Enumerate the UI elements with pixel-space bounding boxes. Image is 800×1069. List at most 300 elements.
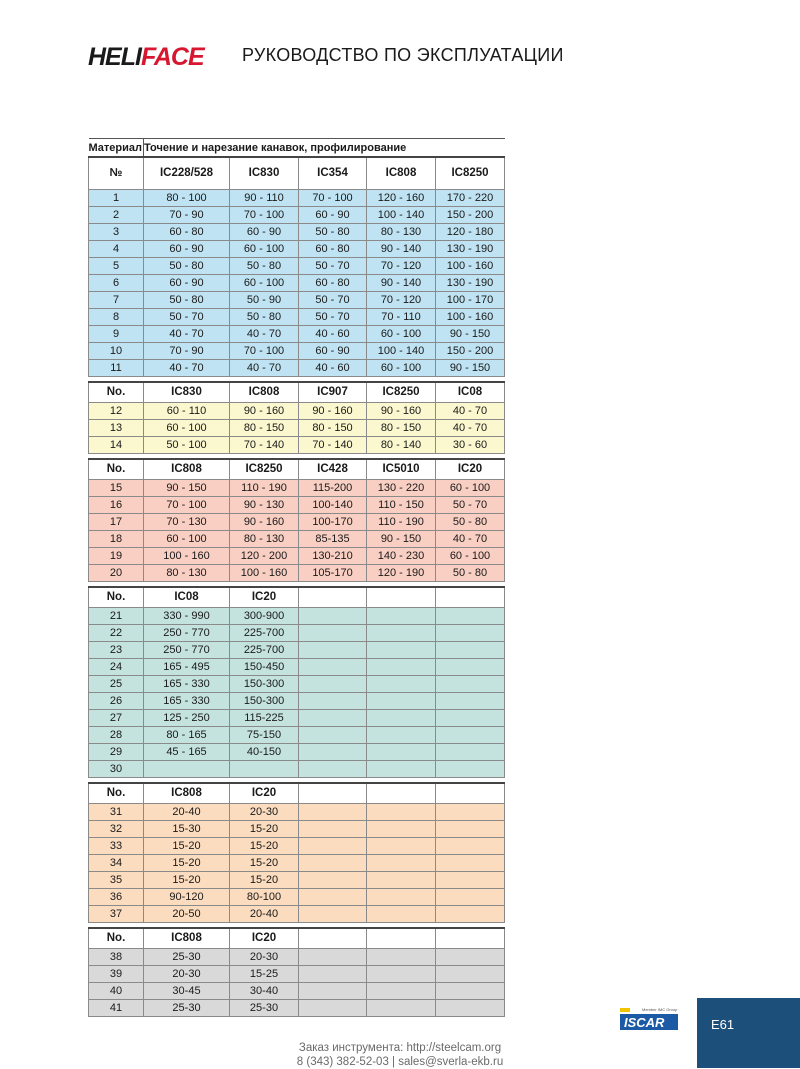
speed-range-cell: 120 - 190 — [367, 565, 436, 582]
material-number-cell: 29 — [89, 744, 144, 761]
speed-range-cell: 250 - 770 — [144, 625, 230, 642]
speed-range-cell: 20-50 — [144, 906, 230, 923]
speed-range-cell: 70 - 100 — [230, 343, 299, 360]
speed-range-cell: 50 - 100 — [144, 437, 230, 454]
table-row — [89, 676, 505, 693]
material-number-cell: 19 — [89, 548, 144, 565]
logo-part-face: FACE — [140, 42, 204, 71]
table-row — [89, 207, 505, 224]
column-header-grade: IC228/528 — [144, 157, 230, 190]
material-number-cell: 23 — [89, 642, 144, 659]
speed-range-cell — [299, 949, 367, 966]
table-row — [89, 804, 505, 821]
speed-range-cell — [436, 1000, 505, 1017]
column-header-grade — [367, 783, 436, 804]
section-header-row — [89, 928, 505, 949]
speed-range-cell: 150 - 200 — [436, 207, 505, 224]
material-number-cell: 37 — [89, 906, 144, 923]
speed-range-cell — [436, 710, 505, 727]
speed-range-cell: 165 - 495 — [144, 659, 230, 676]
speed-range-cell: 30-40 — [230, 983, 299, 1000]
column-header-grade: IC830 — [230, 157, 299, 190]
speed-range-cell — [367, 906, 436, 923]
speed-range-cell: 70 - 90 — [144, 343, 230, 360]
speed-range-cell: 80 - 130 — [144, 565, 230, 582]
material-number-cell: 27 — [89, 710, 144, 727]
table-row — [89, 642, 505, 659]
table-row — [89, 744, 505, 761]
speed-range-cell — [144, 761, 230, 778]
table-row — [89, 710, 505, 727]
speed-range-cell: 250 - 770 — [144, 642, 230, 659]
table-row — [89, 531, 505, 548]
speed-range-cell: 330 - 990 — [144, 608, 230, 625]
speed-range-cell — [367, 642, 436, 659]
speed-range-cell: 40 - 70 — [230, 360, 299, 377]
speed-range-cell: 50 - 80 — [230, 258, 299, 275]
material-number-cell: 12 — [89, 403, 144, 420]
material-number-cell: 33 — [89, 838, 144, 855]
speed-range-cell: 80 - 130 — [230, 531, 299, 548]
table-row — [89, 480, 505, 497]
speed-range-cell: 15-30 — [144, 821, 230, 838]
speed-range-cell: 30-45 — [144, 983, 230, 1000]
speed-range-cell: 70 - 120 — [367, 258, 436, 275]
speed-range-cell: 130-210 — [299, 548, 367, 565]
speed-range-cell: 90 - 160 — [230, 403, 299, 420]
speed-range-cell: 70 - 140 — [230, 437, 299, 454]
speed-range-cell: 70 - 130 — [144, 514, 230, 531]
column-header-grade: IC808 — [144, 783, 230, 804]
table-row — [89, 659, 505, 676]
speed-range-cell: 40 - 60 — [299, 326, 367, 343]
speed-range-cell: 60 - 90 — [299, 207, 367, 224]
iscar-logo — [620, 1006, 680, 1032]
material-number-cell: 17 — [89, 514, 144, 531]
table-row — [89, 693, 505, 710]
column-header-grade: IC20 — [436, 459, 505, 480]
speed-range-cell: 20-30 — [144, 966, 230, 983]
table-row — [89, 608, 505, 625]
material-number-cell: 10 — [89, 343, 144, 360]
speed-range-cell: 40 - 60 — [299, 360, 367, 377]
table-row — [89, 727, 505, 744]
speed-range-cell — [367, 608, 436, 625]
speed-range-cell: 40 - 70 — [436, 531, 505, 548]
table-row — [89, 966, 505, 983]
table-row — [89, 403, 505, 420]
speed-range-cell: 15-20 — [144, 855, 230, 872]
speed-range-cell: 90 - 140 — [367, 241, 436, 258]
speed-range-cell — [436, 821, 505, 838]
speed-range-cell: 80 - 100 — [144, 190, 230, 207]
speed-range-cell: 140 - 230 — [367, 548, 436, 565]
table-row — [89, 548, 505, 565]
column-header-grade: IC20 — [230, 783, 299, 804]
operation-label: Точение и нарезание канавок, профилирование — [144, 139, 505, 158]
speed-range-cell — [367, 855, 436, 872]
material-number-cell: 40 — [89, 983, 144, 1000]
column-header-grade: IC20 — [230, 587, 299, 608]
speed-range-cell — [367, 966, 436, 983]
speed-range-cell — [299, 838, 367, 855]
speed-range-cell — [436, 906, 505, 923]
speed-range-cell: 115-200 — [299, 480, 367, 497]
speed-range-cell — [436, 744, 505, 761]
speed-range-cell: 70 - 100 — [144, 497, 230, 514]
section-header-row — [89, 459, 505, 480]
table-row — [89, 565, 505, 582]
material-number-cell: 32 — [89, 821, 144, 838]
speed-range-cell: 70 - 100 — [230, 207, 299, 224]
speed-range-cell — [436, 949, 505, 966]
speed-range-cell: 25-30 — [144, 949, 230, 966]
speed-range-cell — [230, 761, 299, 778]
speed-range-cell: 60 - 90 — [230, 224, 299, 241]
column-header-grade: IC808 — [230, 382, 299, 403]
speed-range-cell: 50 - 70 — [144, 309, 230, 326]
speed-range-cell — [299, 983, 367, 1000]
speed-range-cell: 100 - 140 — [367, 207, 436, 224]
speed-range-cell — [299, 761, 367, 778]
speed-range-cell: 60 - 100 — [230, 275, 299, 292]
material-number-cell: 22 — [89, 625, 144, 642]
speed-range-cell: 50 - 70 — [299, 309, 367, 326]
speed-range-cell: 90 - 110 — [230, 190, 299, 207]
speed-range-cell: 120 - 180 — [436, 224, 505, 241]
table-row — [89, 420, 505, 437]
speed-range-cell: 170 - 220 — [436, 190, 505, 207]
table-row — [89, 889, 505, 906]
column-header-grade: IC08 — [144, 587, 230, 608]
speed-range-cell — [299, 608, 367, 625]
speed-range-cell: 60 - 90 — [144, 275, 230, 292]
speed-range-cell: 50 - 80 — [436, 514, 505, 531]
section-header-row — [89, 157, 505, 190]
material-number-cell: 11 — [89, 360, 144, 377]
speed-range-cell: 40 - 70 — [144, 360, 230, 377]
speed-range-cell: 130 - 190 — [436, 275, 505, 292]
speed-range-cell: 15-20 — [144, 838, 230, 855]
page-number-box — [697, 998, 800, 1068]
material-number-cell: 31 — [89, 804, 144, 821]
speed-range-cell — [367, 659, 436, 676]
speed-range-cell: 100 - 160 — [144, 548, 230, 565]
table-row — [89, 625, 505, 642]
table-row — [89, 360, 505, 377]
speed-range-cell — [436, 983, 505, 1000]
speed-range-cell: 90 - 150 — [367, 531, 436, 548]
speed-range-cell: 50 - 80 — [230, 309, 299, 326]
speed-range-cell: 80-100 — [230, 889, 299, 906]
speed-range-cell — [299, 642, 367, 659]
material-number-cell: 36 — [89, 889, 144, 906]
speed-range-cell — [367, 889, 436, 906]
column-header-grade — [299, 928, 367, 949]
speed-range-cell — [436, 855, 505, 872]
material-number-cell: 41 — [89, 1000, 144, 1017]
speed-range-cell: 50 - 80 — [144, 292, 230, 309]
speed-range-cell — [299, 906, 367, 923]
cutting-speed-table — [88, 138, 504, 1017]
speed-range-cell: 105-170 — [299, 565, 367, 582]
speed-range-cell: 130 - 220 — [367, 480, 436, 497]
table-row — [89, 343, 505, 360]
speed-range-cell — [367, 625, 436, 642]
speed-range-cell: 60 - 110 — [144, 403, 230, 420]
material-number-cell: 21 — [89, 608, 144, 625]
speed-range-cell: 100 - 140 — [367, 343, 436, 360]
speed-range-cell: 60 - 100 — [144, 420, 230, 437]
material-number-cell: 28 — [89, 727, 144, 744]
speed-range-cell: 110 - 150 — [367, 497, 436, 514]
speed-range-cell: 50 - 90 — [230, 292, 299, 309]
speed-range-cell: 130 - 190 — [436, 241, 505, 258]
column-header-grade — [299, 783, 367, 804]
column-header-grade — [367, 587, 436, 608]
speed-range-cell — [436, 761, 505, 778]
table-row — [89, 258, 505, 275]
column-header-grade: IC354 — [299, 157, 367, 190]
speed-range-cell: 225-700 — [230, 642, 299, 659]
speed-range-cell: 25-30 — [230, 1000, 299, 1017]
speed-range-cell: 110 - 190 — [230, 480, 299, 497]
speed-range-cell: 50 - 80 — [436, 565, 505, 582]
speed-range-cell: 80 - 165 — [144, 727, 230, 744]
brand-logo — [88, 40, 204, 74]
speed-range-cell: 20-40 — [230, 906, 299, 923]
speed-range-cell — [299, 966, 367, 983]
speed-range-cell: 150-450 — [230, 659, 299, 676]
material-number-cell: 2 — [89, 207, 144, 224]
speed-range-cell: 150-300 — [230, 693, 299, 710]
speed-range-cell: 40-150 — [230, 744, 299, 761]
speed-range-cell: 50 - 80 — [144, 258, 230, 275]
speed-range-cell: 150 - 200 — [436, 343, 505, 360]
speed-range-cell — [299, 676, 367, 693]
material-number-cell: 20 — [89, 565, 144, 582]
speed-range-cell — [436, 625, 505, 642]
iscar-wordmark: ISCAR — [624, 1015, 665, 1030]
speed-range-cell: 80 - 130 — [367, 224, 436, 241]
speed-range-cell: 60 - 80 — [299, 241, 367, 258]
column-header-number: No. — [89, 587, 144, 608]
speed-range-cell: 50 - 70 — [299, 258, 367, 275]
speed-range-cell: 60 - 80 — [144, 224, 230, 241]
speed-range-cell — [367, 744, 436, 761]
column-header-grade: IC808 — [144, 928, 230, 949]
page-number: E61 — [711, 1017, 735, 1032]
table-title-row — [89, 139, 505, 158]
material-number-cell: 5 — [89, 258, 144, 275]
speed-range-cell: 100 - 160 — [436, 258, 505, 275]
speed-range-cell: 80 - 140 — [367, 437, 436, 454]
speed-range-cell: 70 - 110 — [367, 309, 436, 326]
speed-range-cell — [367, 710, 436, 727]
speed-range-cell — [299, 625, 367, 642]
speed-range-cell: 50 - 70 — [299, 292, 367, 309]
speed-range-cell: 60 - 100 — [367, 360, 436, 377]
speed-range-cell: 45 - 165 — [144, 744, 230, 761]
material-number-cell: 6 — [89, 275, 144, 292]
table-row — [89, 906, 505, 923]
column-header-grade: IC830 — [144, 382, 230, 403]
speed-range-cell: 110 - 190 — [367, 514, 436, 531]
speed-range-cell: 80 - 150 — [230, 420, 299, 437]
table-row — [89, 761, 505, 778]
table-row — [89, 838, 505, 855]
speed-range-cell: 20-30 — [230, 949, 299, 966]
speed-range-cell: 80 - 150 — [299, 420, 367, 437]
table-row — [89, 1000, 505, 1017]
speed-range-cell: 90 - 130 — [230, 497, 299, 514]
column-header-grade — [436, 587, 505, 608]
speed-range-cell — [367, 949, 436, 966]
speed-range-cell: 15-20 — [144, 872, 230, 889]
speed-range-cell: 60 - 100 — [367, 326, 436, 343]
speed-range-cell: 90 - 150 — [436, 326, 505, 343]
table-row — [89, 292, 505, 309]
speed-range-cell: 60 - 80 — [299, 275, 367, 292]
speed-range-cell: 60 - 100 — [436, 480, 505, 497]
material-number-cell: 7 — [89, 292, 144, 309]
speed-range-cell: 115-225 — [230, 710, 299, 727]
speed-range-cell: 120 - 200 — [230, 548, 299, 565]
page-title: РУКОВОДСТВО ПО ЭКСПЛУАТАЦИИ — [242, 45, 564, 65]
speed-range-cell: 150-300 — [230, 676, 299, 693]
speed-range-cell — [436, 608, 505, 625]
speed-range-cell: 60 - 100 — [436, 548, 505, 565]
column-header-grade — [367, 928, 436, 949]
table-row — [89, 326, 505, 343]
speed-range-cell — [436, 838, 505, 855]
speed-range-cell: 70 - 100 — [299, 190, 367, 207]
speed-range-cell: 20-40 — [144, 804, 230, 821]
speed-range-cell — [367, 727, 436, 744]
speed-range-cell: 70 - 140 — [299, 437, 367, 454]
material-number-cell: 39 — [89, 966, 144, 983]
speed-range-cell: 15-25 — [230, 966, 299, 983]
speed-range-cell: 100 - 170 — [436, 292, 505, 309]
speed-range-cell: 100 - 160 — [436, 309, 505, 326]
material-number-cell: 24 — [89, 659, 144, 676]
speed-range-cell — [436, 966, 505, 983]
column-header-grade: IC907 — [299, 382, 367, 403]
column-header-grade — [299, 587, 367, 608]
column-header-grade: IC8250 — [367, 382, 436, 403]
speed-range-cell: 15-20 — [230, 872, 299, 889]
column-header-grade — [436, 783, 505, 804]
table-row — [89, 514, 505, 531]
speed-range-cell: 15-20 — [230, 821, 299, 838]
table-row — [89, 983, 505, 1000]
column-header-grade: IC5010 — [367, 459, 436, 480]
speed-range-cell: 80 - 150 — [367, 420, 436, 437]
speed-range-cell — [367, 872, 436, 889]
speed-range-cell: 125 - 250 — [144, 710, 230, 727]
speed-range-cell — [299, 727, 367, 744]
speed-range-cell: 100 - 160 — [230, 565, 299, 582]
speed-range-cell — [367, 838, 436, 855]
speed-range-cell: 60 - 90 — [144, 241, 230, 258]
speed-range-cell — [299, 855, 367, 872]
column-header-grade: IC08 — [436, 382, 505, 403]
speed-range-cell: 25-30 — [144, 1000, 230, 1017]
speed-range-cell: 90 - 150 — [144, 480, 230, 497]
speed-range-cell: 165 - 330 — [144, 693, 230, 710]
table-row — [89, 872, 505, 889]
heliface-logo — [88, 42, 204, 71]
speed-range-cell — [436, 804, 505, 821]
speed-range-cell — [299, 804, 367, 821]
speed-range-cell — [299, 1000, 367, 1017]
material-number-cell: 26 — [89, 693, 144, 710]
material-number-cell: 30 — [89, 761, 144, 778]
material-number-cell: 9 — [89, 326, 144, 343]
speed-range-cell: 75-150 — [230, 727, 299, 744]
table-row — [89, 224, 505, 241]
column-header-number: No. — [89, 459, 144, 480]
material-number-cell: 16 — [89, 497, 144, 514]
speed-range-cell: 90-120 — [144, 889, 230, 906]
speed-range-cell — [436, 693, 505, 710]
speed-range-cell: 85-135 — [299, 531, 367, 548]
column-header-grade — [436, 928, 505, 949]
table-row — [89, 437, 505, 454]
speed-range-cell: 90 - 160 — [299, 403, 367, 420]
speed-range-cell — [367, 821, 436, 838]
speed-range-cell: 15-20 — [230, 838, 299, 855]
material-number-cell: 13 — [89, 420, 144, 437]
speed-range-cell — [436, 727, 505, 744]
table-row — [89, 275, 505, 292]
speed-range-cell: 90 - 160 — [230, 514, 299, 531]
speed-range-cell: 70 - 90 — [144, 207, 230, 224]
speed-range-cell: 165 - 330 — [144, 676, 230, 693]
speed-range-cell — [367, 761, 436, 778]
speed-range-cell: 300-900 — [230, 608, 299, 625]
speed-range-cell: 60 - 100 — [144, 531, 230, 548]
speed-range-cell: 30 - 60 — [436, 437, 505, 454]
section-header-row — [89, 587, 505, 608]
speed-range-cell — [367, 1000, 436, 1017]
column-header-grade: IC8250 — [436, 157, 505, 190]
logo-part-heli: HELI — [88, 42, 141, 71]
speed-range-cell: 15-20 — [230, 855, 299, 872]
material-number-cell: 38 — [89, 949, 144, 966]
speed-range-cell — [299, 872, 367, 889]
speed-range-cell: 90 - 160 — [367, 403, 436, 420]
column-header-grade: IC428 — [299, 459, 367, 480]
speed-range-cell — [367, 693, 436, 710]
table-row — [89, 949, 505, 966]
column-header-grade: IC808 — [144, 459, 230, 480]
table-row — [89, 497, 505, 514]
speed-range-cell: 40 - 70 — [144, 326, 230, 343]
speed-range-cell — [436, 676, 505, 693]
speed-range-cell — [299, 693, 367, 710]
column-header-number: No. — [89, 382, 144, 403]
speed-range-cell — [299, 659, 367, 676]
material-number-cell: 25 — [89, 676, 144, 693]
iscar-member-text: Member IMC Group — [642, 1007, 678, 1012]
speed-range-cell: 225-700 — [230, 625, 299, 642]
footer-contact-line: 8 (343) 382-52-03 | sales@sverla-ekb.ru — [296, 1056, 504, 1068]
speed-range-cell: 60 - 100 — [230, 241, 299, 258]
material-number-cell: 3 — [89, 224, 144, 241]
column-header-grade: IC8250 — [230, 459, 299, 480]
material-number-cell: 14 — [89, 437, 144, 454]
